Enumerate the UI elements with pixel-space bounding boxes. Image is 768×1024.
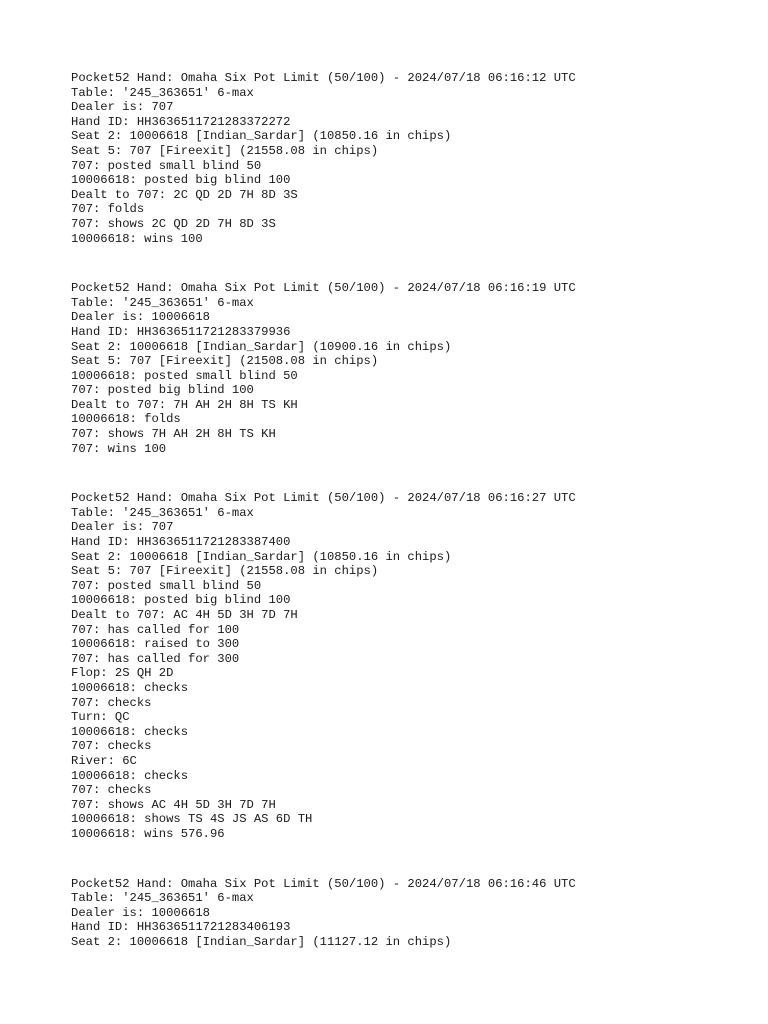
dealt-line: Dealt to 707: 2C QD 2D 7H 8D 3S [71,187,298,202]
shows-line: 10006618: shows TS 4S JS AS 6D TH [71,812,313,827]
hand-id-line: Hand ID: HH3636511721283372272 [71,114,291,129]
seat-line: Seat 2: 10006618 [Indian_Sardar] (10900.16 in chips) [71,339,452,354]
seat-line: Seat 2: 10006618 [Indian_Sardar] (11127.12 in chips) [71,934,452,949]
hand-id-line: Hand ID: HH3636511721283379936 [71,324,291,339]
table-line: Table: '245_363651' 6-max [71,85,254,100]
seat-line: Seat 2: 10006618 [Indian_Sardar] (10850.16 in chips) [71,549,452,564]
hand-block-1 [71,71,751,246]
table-line: Table: '245_363651' 6-max [71,891,254,906]
flop-line: Flop: 2S QH 2D [71,666,174,681]
seat-line: Seat 5: 707 [Fireexit] (21558.08 in chips) [71,143,379,158]
dealer-line: Dealer is: 707 [71,100,174,115]
action-line: 10006618: checks [71,724,189,739]
action-line: 707: checks [71,739,152,754]
wins-line: 707: wins 100 [71,441,167,456]
turn-line: Turn: QC [71,710,130,725]
hand-id-line: Hand ID: HH3636511721283406193 [71,920,291,935]
hand-block-3 [71,491,751,841]
action-line: 707: has called for 100 [71,622,240,637]
table-line: Table: '245_363651' 6-max [71,505,254,520]
action-line: 707: checks [71,783,152,798]
action-line: 10006618: posted big blind 100 [71,593,291,608]
action-line: 707: posted small blind 50 [71,158,262,173]
dealer-line: Dealer is: 10006618 [71,905,210,920]
seat-line: Seat 5: 707 [Fireexit] (21508.08 in chips) [71,354,379,369]
action-line: 707: posted big blind 100 [71,383,254,398]
table-line: Table: '245_363651' 6-max [71,295,254,310]
hand-header: Pocket52 Hand: Omaha Six Pot Limit (50/100) - 2024/07/18 06:16:19 UTC [71,281,576,296]
action-line: 10006618: folds [71,412,181,427]
dealt-line: Dealt to 707: 7H AH 2H 8H TS KH [71,397,298,412]
action-line: 10006618: checks [71,680,189,695]
shows-line: 707: shows AC 4H 5D 3H 7D 7H [71,797,276,812]
river-line: River: 6C [71,753,137,768]
hand-header: Pocket52 Hand: Omaha Six Pot Limit (50/100) - 2024/07/18 06:16:27 UTC [71,491,576,506]
action-line: 707: checks [71,695,152,710]
seat-line: Seat 5: 707 [Fireexit] (21558.08 in chips) [71,564,379,579]
dealer-line: Dealer is: 10006618 [71,310,210,325]
hand-block-4 [71,877,751,950]
wins-line: 10006618: wins 576.96 [71,826,225,841]
hand-id-line: Hand ID: HH3636511721283387400 [71,535,291,550]
dealt-line: Dealt to 707: AC 4H 5D 3H 7D 7H [71,608,298,622]
hand-history-document [71,71,751,984]
hand-block-2 [71,281,751,456]
action-line: 10006618: posted small blind 50 [71,368,298,383]
action-line: 10006618: posted big blind 100 [71,173,291,188]
action-line: 707: has called for 300 [71,651,240,666]
shows-line: 707: shows 2C QD 2D 7H 8D 3S [71,216,276,231]
action-line: 10006618: raised to 300 [71,637,240,652]
action-line: 10006618: checks [71,768,189,783]
seat-line: Seat 2: 10006618 [Indian_Sardar] (10850.16 in chips) [71,129,452,144]
dealer-line: Dealer is: 707 [71,520,174,535]
shows-line: 707: shows 7H AH 2H 8H TS KH [71,427,276,442]
wins-line: 10006618: wins 100 [71,231,203,246]
action-line: 707: posted small blind 50 [71,578,262,593]
hand-header: Pocket52 Hand: Omaha Six Pot Limit (50/100) - 2024/07/18 06:16:12 UTC [71,71,576,85]
hand-header: Pocket52 Hand: Omaha Six Pot Limit (50/100) - 2024/07/18 06:16:46 UTC [71,876,576,891]
action-line: 707: folds [71,202,145,217]
